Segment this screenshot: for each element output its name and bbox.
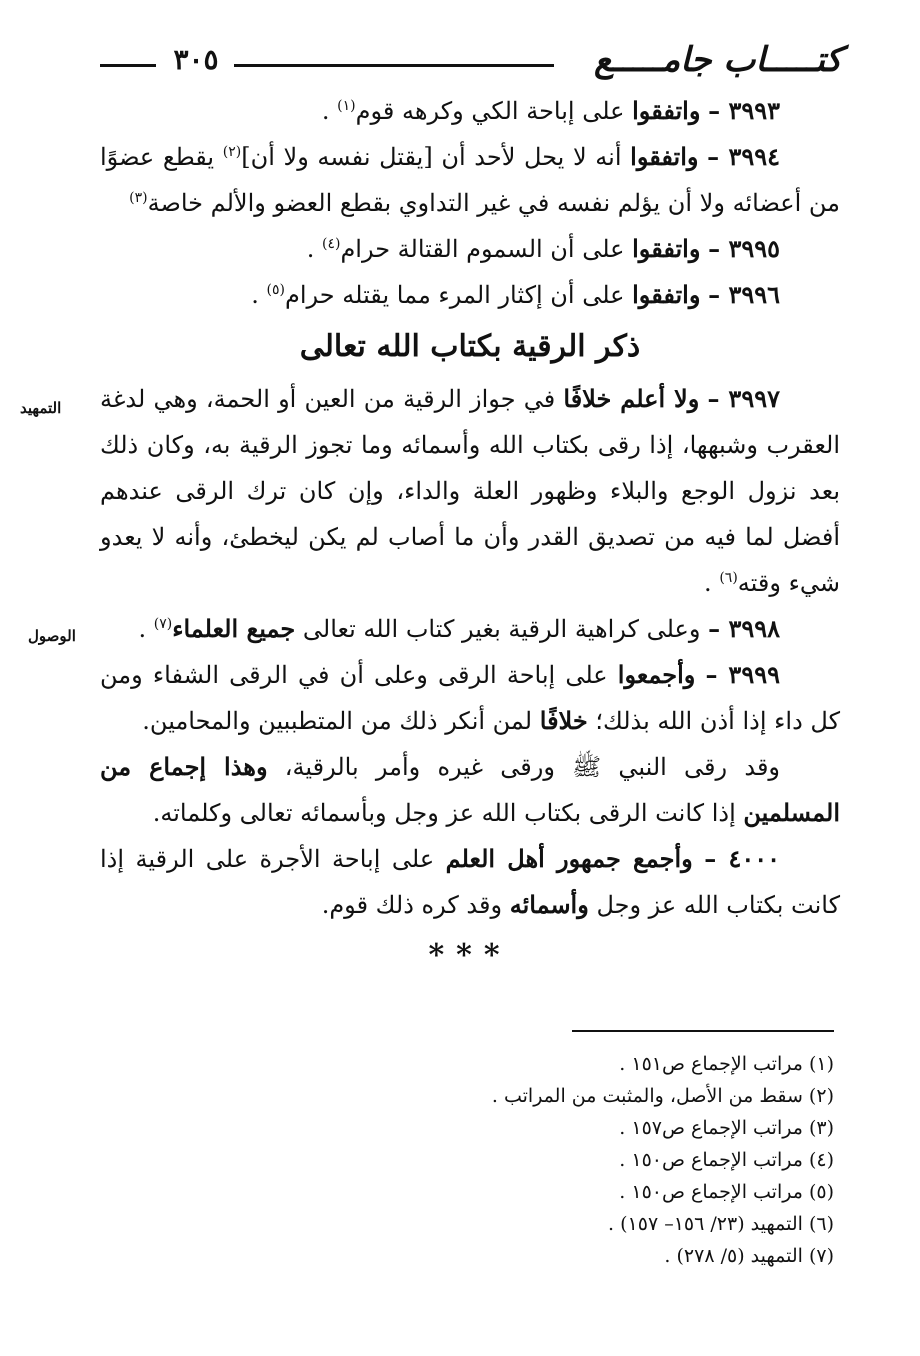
- entry-3994: [100, 134, 840, 226]
- running-header: [100, 38, 842, 86]
- header-rule: [234, 64, 554, 67]
- header-rule: [100, 64, 156, 67]
- page-number: ٣٠٥: [173, 43, 219, 76]
- footnote-ref: (٥): [266, 282, 286, 298]
- entry-bold-phrase: وأسمائه: [509, 890, 589, 919]
- entry-text-continued: يقطع عضوًا من أعضائه ولا أن يؤلم نفسه في غير التداوي بقطع العضو والألم خاصة: [100, 143, 840, 217]
- section-separator: ***: [428, 938, 512, 973]
- entry-number: ٣٩٩٦ –: [708, 280, 780, 309]
- entry-text-continued: وقد كره ذلك قوم.: [321, 891, 503, 919]
- entry-text-continued: لمن أنكر ذلك من المتطببين والمحامين.: [142, 707, 533, 735]
- entry-end: .: [321, 97, 330, 125]
- entry-3998: [100, 606, 840, 652]
- entry-bold-phrase: جميع العلماء: [172, 614, 296, 643]
- entry-end: .: [138, 615, 147, 643]
- entry-number: ٣٩٩٧ –: [707, 384, 780, 413]
- footnotes: [114, 1048, 834, 1272]
- entry-bold-phrase: وهذا إجماع من المسلمين: [100, 752, 840, 827]
- entry-number: ٣٩٩٩ –: [705, 660, 780, 689]
- entry-bold-phrase: خلافًا: [539, 706, 588, 735]
- entry-text: في جواز الرقية من العين أو الحمة، وهي لدغة العقرب وشبهها، إذا رقى بكتاب الله وأسمائه وما تجوز الرقية به، وكان ذلك بعد نزول الوجع والبلاء وظهور العلة والداء، وإن كان ترك الرقى عندهم أفضل لما فيه من تصديق القدر وأن ما أصاب لم يكن ليخطئ، وأنه لا يعدو شيء وقته: [100, 385, 840, 597]
- footnote-ref: (٤): [321, 236, 341, 252]
- footnote-item: (٦) التمهيد (٢٣/ ١٥٦– ١٥٧) .: [608, 1213, 834, 1235]
- footnote-item: (٥) مراتب الإجماع ص١٥٠ .: [619, 1181, 834, 1203]
- section-heading: ذكر الرقية بكتاب الله تعالى: [299, 329, 641, 364]
- entry-text: وقد رقى النبي ﷺ ورقى غيره وأمر بالرقية،: [284, 753, 781, 781]
- chapter-title: كتـــــاب جامـــــع: [594, 40, 842, 80]
- entry-lead: وأجمع جمهور أهل العلم: [445, 844, 693, 873]
- entry-3995: [100, 226, 840, 272]
- entry-end: .: [704, 569, 712, 597]
- entry-number: ٣٩٩٤ –: [707, 142, 781, 171]
- footnote-item: (٣) مراتب الإجماع ص١٥٧ .: [619, 1117, 834, 1139]
- footnote-item: (٢) سقط من الأصل، والمثبت من المراتب .: [491, 1085, 834, 1107]
- entry-text-continued: إذا كانت الرقى بكتاب الله عز وجل وبأسمائه تعالى وكلماته.: [152, 799, 736, 827]
- footnote-ref: (٣): [129, 190, 148, 206]
- entry-4000: [100, 836, 840, 928]
- entry-text: على أن إكثار المرء مما يقتله حرام: [285, 281, 625, 309]
- entry-end: .: [306, 235, 315, 263]
- entry-lead: واتفقوا: [632, 280, 701, 309]
- entry-number: ٣٩٩٥ –: [708, 234, 780, 263]
- footnote-ref: (٧): [153, 616, 173, 632]
- footnote-ref: (٢): [222, 144, 242, 160]
- entry-text: وعلى كراهية الرقية بغير كتاب الله تعالى: [302, 615, 701, 643]
- entry-lead: وأجمعوا: [617, 660, 696, 689]
- entry-3997: [100, 376, 840, 606]
- margin-source-wusul: الوصول: [28, 627, 76, 645]
- entry-number: ٣٩٩٨ –: [708, 614, 780, 643]
- main-text: [100, 88, 840, 984]
- footnote-item: (٧) التمهيد (٥/ ٢٧٨) .: [664, 1245, 834, 1267]
- footnote-item: (٤) مراتب الإجماع ص١٥٠ .: [619, 1149, 834, 1171]
- entry-lead: واتفقوا: [632, 96, 701, 125]
- entry-end: .: [251, 281, 259, 309]
- entry-lead: ولا أعلم خلافًا: [563, 384, 700, 413]
- entry-text: على أن السموم القتالة حرام: [340, 235, 625, 263]
- entry-lead: واتفقوا: [632, 234, 701, 263]
- entry-text: أنه لا يحل لأحد أن [يقتل نفسه ولا أن]: [241, 143, 622, 171]
- entry-text: على إباحة الكي وكرهه قوم: [355, 97, 625, 125]
- footnote-ref: (١): [337, 98, 356, 114]
- entry-3996: [100, 272, 840, 318]
- footnote-divider: [572, 1030, 834, 1032]
- footnote-ref: (٦): [719, 570, 738, 586]
- entry-text: على إباحة الرقى وعلى أن في الرقى الشفاء ومن كل داء إذا أذن الله بذلك؛: [100, 661, 840, 735]
- entry-lead: واتفقوا: [630, 142, 699, 171]
- entry-number: ٣٩٩٣ –: [708, 96, 780, 125]
- entry-3993: [100, 88, 840, 134]
- footnote-item: (١) مراتب الإجماع ص١٥١ .: [619, 1053, 834, 1075]
- entry-text: على إباحة الأجرة على الرقية إذا كانت بكتاب الله عز وجل: [100, 845, 840, 919]
- margin-source-tamhid: التمهيد: [20, 399, 62, 417]
- paragraph-3999-continued: [100, 744, 840, 836]
- entry-number: ٤٠٠٠ –: [704, 844, 780, 873]
- entry-3999: [100, 652, 840, 744]
